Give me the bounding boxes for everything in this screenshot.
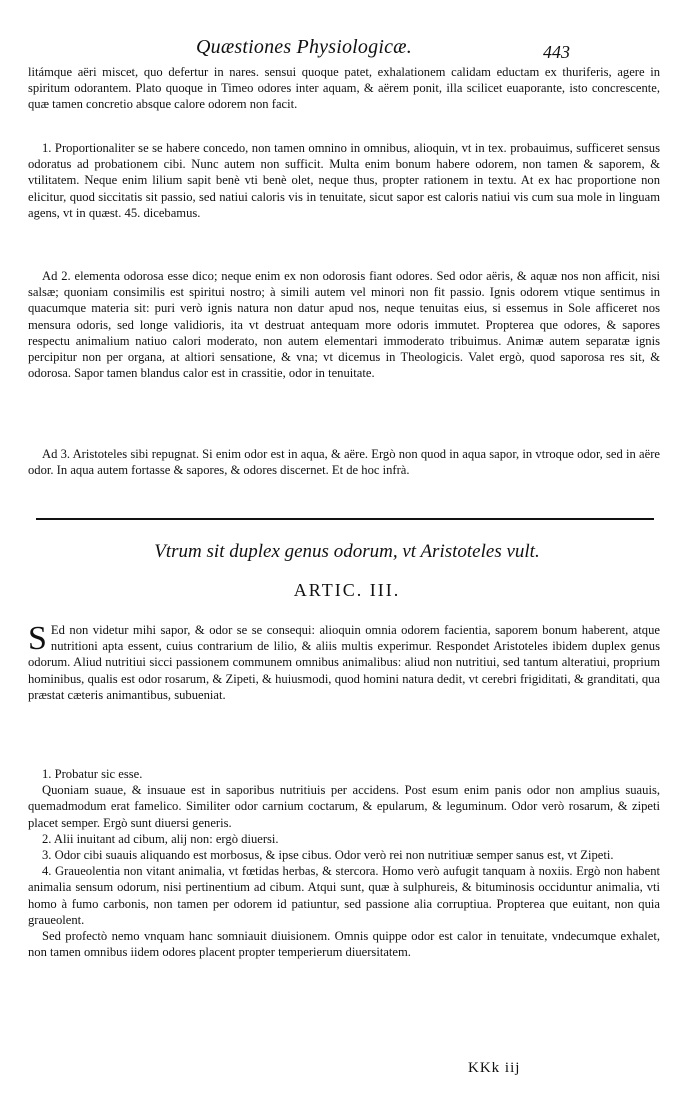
- argument-text: 2. Alii inuitant ad cibum, alij non: ergò diuersi.: [42, 831, 279, 846]
- paragraph-text: Ad 2. elementa odorosa esse dico; neque enim ex non odorosis fiant odores. Sed odor aëris, & aquæ nos non afficit, nisi salsæ; quoniam consimilis est spiritui nostro; à simili autem vel minori non fit passio. Ignis odorem vtique sentimus in quacumque materia sit: puri verò ignis natura non datur apud nos, neque tenuitas eius, si essemus in Sole afficeret nos mensura odoris, sed longe validioris, ita vt destruat antequam more odoris immutet. Propterea que odores, & sapores respectu animalium natiuo calori moderato, non autem elementari immoderato tribuimus. Animæ autem separatæ ignis percipitur non per organa, at altiori sensatione, & vna; vt dicemus in Theologicis. Valet ergò, quod saporosa res sit, & odorosa. Sapor tamen blandus calor est in crassitie, odor in tenuitate.: [28, 269, 660, 381]
- conclusion-text: Sed profectò nemo vnquam hanc somniauit diuisionem. Omnis quippe odor est calor in tenuitate, vndecumque exhalet, non tamen omnibus iidem odores placent propter temperierum diuersitatem.: [28, 929, 660, 960]
- paragraph-text: 1. Proportionaliter se se habere concedo, non tamen omnino in omnibus, alioquin, vt in tex. probauimus, sufficeret sensus odoratus ad probationem cibi. Nunc autem non sufficit. Multa enim bonum habere odorem, non tamen & saporem, & vtilitatem. Neque enim lilium sapit benè vti benè olet, neque thus, propter rationem in textu. At ex hac proportione non elicitur, quod siccitatis sit passio, sed natiui caloris vis in tenuitate, sicut sapor est caloris natiui vis cum sua mole in linguam agens, vt in quæst. 45. dicebamus.: [28, 141, 660, 220]
- paragraph-response-2: [28, 268, 660, 381]
- article-heading: ARTIC. III.: [293, 580, 401, 600]
- paragraph-text: litámque aëri miscet, quo defertur in nares. sensui quoque patet, exhalationem calidam eductam ex thuriferis, agere in spiritum odorantem. Plato quoque in Timeo odores inter aquam, & aërem ponit, illa scilicet euaporante, isto concrescente, quæ tamen concretio absque calore odorem non facit.: [28, 65, 660, 112]
- article-arguments: [28, 766, 660, 960]
- article-intro: [28, 622, 660, 703]
- argument-text: 3. Odor cibi suauis aliquando est morbosus, & ipse cibus. Odor verò rei non nutritiuæ semper sanus est, vt Zipeti.: [42, 848, 614, 863]
- argument-text: Quoniam suaue, & insuaue est in saporibus nutritiuis per accidens. Post esum enim panis odor non amplius suauis, quemadmodum erat famelico. Similiter odor carnium coctarum, & epularum, & leguminum. Odor verò rosarum, & zipeti placet semper. Ergò sunt diuersi generis.: [28, 783, 660, 830]
- section-divider: [36, 518, 654, 520]
- paragraph-response-3: [28, 446, 660, 478]
- argument-heading: 1. Probatur sic esse.: [42, 767, 143, 781]
- paragraph-response-1: [28, 140, 660, 221]
- paragraph-continuation: [28, 64, 660, 113]
- printer-signature: KKk iij: [468, 1060, 521, 1076]
- running-header-title: Quæstiones Physiologicæ.: [196, 36, 412, 58]
- intro-text: Ed non videtur mihi sapor, & odor se se consequi: alioquin omnia odorem facientia, saporem bonum haberent, atque nutritioni apta essent, cuius contrarium de lilio, & aliis multis experimur. Respondet Aristoteles ibidem duplex genus odorum. Aliud nutritiui sicci passionem communem omnibus animalibus: aliud non nutritiui, sed tantum alteratiui, proprium hominibus, qualis est odor rosarum, & Zipeti, & huiusmodi, quod homini natura dedit, vt cerebri frigiditati, & granditati, qua præstat cæteris animantibus, subueniat.: [28, 623, 660, 702]
- argument-text: 4. Graueolentia non vitant animalia, vt fœtidas herbas, & stercora. Homo verò aufugit tanquam à noxiis. Ergò non habent animalia sensum odorum, nisi pertinentium ad cibum. Atqui sunt, quæ à sulphureis, & bituminosis occiduntur animalia, vti homo à fumo carbonis, non tamen per odorem id patiuntur, sed passione alia corruptiua. Propterea que euitant, non quia graueolent.: [28, 864, 660, 927]
- section-title: Vtrum sit duplex genus odorum, vt Aristoteles vult.: [154, 541, 540, 562]
- page-number: 443: [543, 42, 570, 62]
- paragraph-text: Ad 3. Aristoteles sibi repugnat. Si enim odor est in aqua, & aëre. Ergò non quod in aqua sapor, in vtroque odor, sed in aëre odor. In aqua autem fortasse & sapores, & odores discernet. Et de hoc infrà.: [28, 447, 660, 478]
- drop-cap: S: [28, 620, 47, 657]
